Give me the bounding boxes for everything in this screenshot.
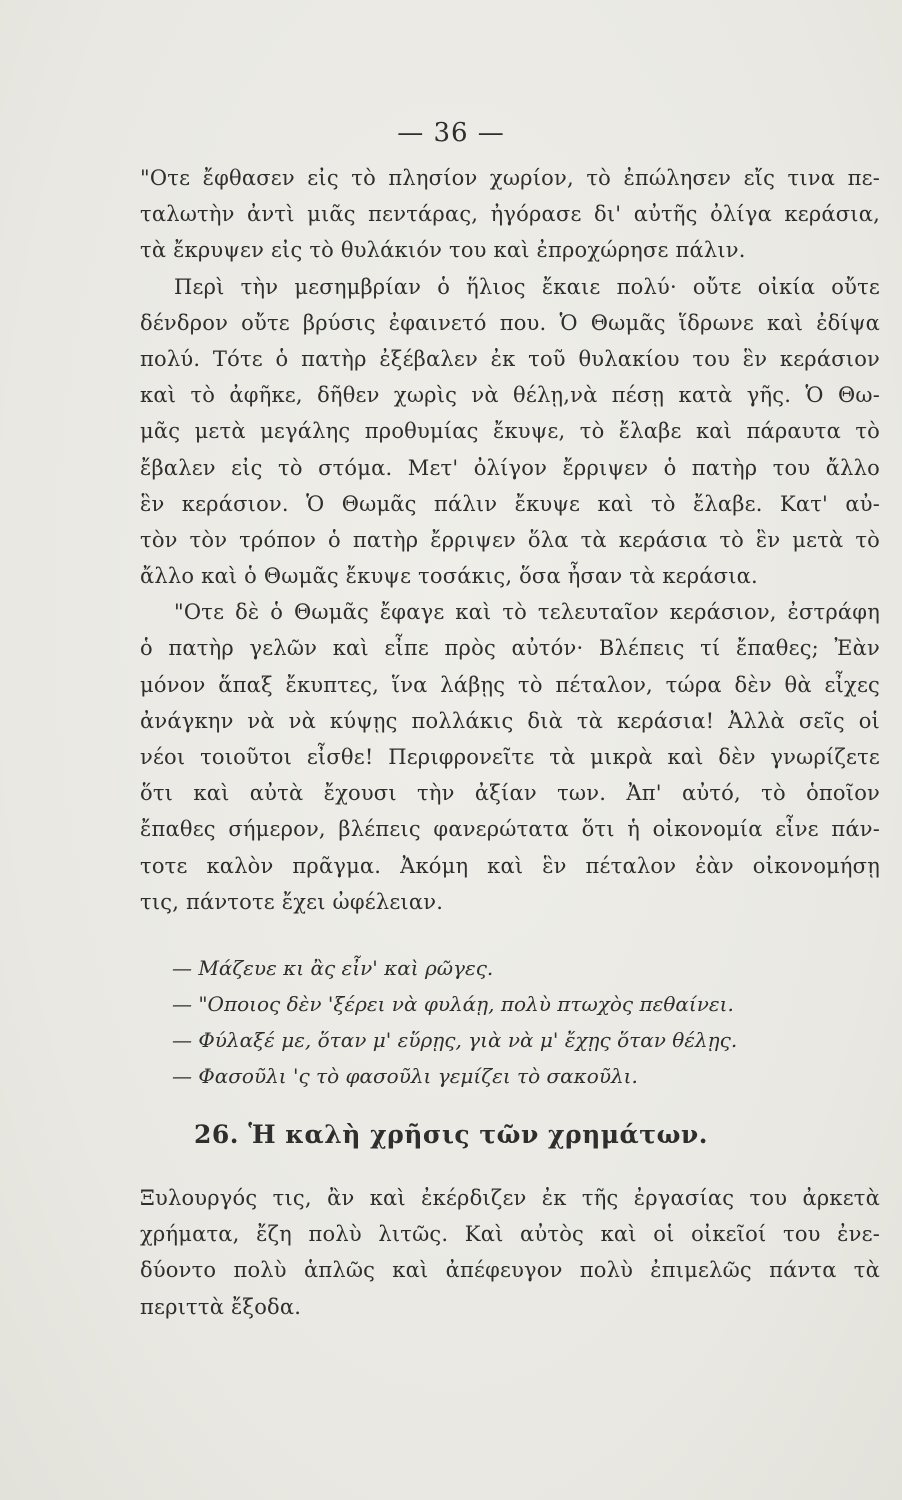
text-line: ἀνάγκην νὰ νὰ κύψῃς πολλάκις διὰ τὰ κεράσια! Ἀλλὰ σεῖς οἱ [140,708,880,733]
text-line: πολύ. Τότε ὁ πατὴρ ἐξέβαλεν ἐκ τοῦ θυλακίου του ἓν κεράσιον [140,346,880,371]
text-line: Περὶ τὴν μεσημβρίαν ὁ ἥλιος ἔκαιε πολύ· οὔτε οἰκία οὔτε [174,274,880,299]
proverb: — Μάζευε κι ἂς εἶν' καὶ ρῶγες. [172,956,494,980]
proverb: — "Οποιος δὲν 'ξέρει νὰ φυλάῃ, πολὺ πτωχὸς πεθαίνει. [172,992,734,1016]
text-line: ὁ πατὴρ γελῶν καὶ εἶπε πρὸς αὐτόν· Βλέπεις τί ἔπαθες; Ἐὰν [140,636,880,661]
text-line: ταλωτὴν ἀντὶ μιᾶς πεντάρας, ἠγόρασε δι' αὐτῆς ὀλίγα κεράσια, [140,202,880,227]
text-line: Ξυλουργός τις, ἂν καὶ ἐκέρδιζεν ἐκ τῆς ἐργασίας του ἀρκετὰ [140,1186,880,1210]
text-line: τοτε καλὸν πρᾶγμα. Ἀκόμη καὶ ἓν πέταλον ἐὰν οἰκονομήσῃ [140,853,880,878]
text-line: δύοντο πολὺ ἁπλῶς καὶ ἀπέφευγον πολὺ ἐπιμελῶς πάντα τὰ [140,1258,880,1283]
text-line: καὶ τὸ ἀφῆκε, δῆθεν χωρὶς νὰ θέλῃ,νὰ πέσῃ κατὰ γῆς. Ὁ Θω- [140,383,880,408]
text-line: ἔβαλεν εἰς τὸ στόμα. Μετ' ὀλίγον ἔρριψεν ὁ πατὴρ του ἄλλο [140,455,880,480]
text-line: νέοι τοιοῦτοι εἶσθε! Περιφρονεῖτε τὰ μικρὰ καὶ δὲν γνωρίζετε [140,745,880,769]
text-line: δένδρον οὔτε βρύσις ἐφαινετό που. Ὁ Θωμᾶς ἵδρωνε καὶ ἐδίψα [140,310,880,335]
proverb: — Φασοῦλι 'ς τὸ φασοῦλι γεμίζει τὸ σακοῦλι. [172,1064,638,1088]
text-line: ἓν κεράσιον. Ὁ Θωμᾶς πάλιν ἔκυψε καὶ τὸ ἔλαβε. Κατ' αὐ- [140,491,880,516]
text-line: ὅτι καὶ αὐτὰ ἔχουσι τὴν ἀξίαν των. Ἀπ' αὐτό, τὸ ὁποῖον [140,781,880,806]
text-line: τὰ ἔκρυψεν εἰς τὸ θυλάκιόν του καὶ ἐπροχώρησε πάλιν. [140,238,746,263]
page-number: — 36 — [397,118,505,148]
text-line: χρήματα, ἔζη πολὺ λιτῶς. Καὶ αὐτὸς καὶ οἱ οἰκεῖοί του ἐνε- [140,1222,880,1247]
text-line: μᾶς μετὰ μεγάλης προθυμίας ἔκυψε, τὸ ἔλαβε καὶ πάραυτα τὸ [140,419,880,444]
text-line: τὸν τὸν τρόπον ὁ πατὴρ ἔρριψεν ὅλα τὰ κεράσια τὸ ἓν μετὰ τὸ [140,527,880,552]
text-line: "Οτε δὲ ὁ Θωμᾶς ἔφαγε καὶ τὸ τελευταῖον κεράσιον, ἐστράφη [174,600,880,625]
text-line: ἔπαθες σήμερον, βλέπεις φανερώτατα ὅτι ἡ οἰκονομία εἶνε πάν- [140,817,880,842]
text-line: ἄλλο καὶ ὁ Θωμᾶς ἔκυψε τοσάκις, ὅσα ἦσαν τὰ κεράσια. [140,564,758,589]
section-paragraph [140,1180,880,1325]
text-line: μόνον ἅπαξ ἔκυπτες, ἵνα λάβῃς τὸ πέταλον, τώρα δὲν θὰ εἶχες [140,672,880,697]
text-line: τις, πάντοτε ἔχει ὠφέλειαν. [140,889,444,914]
main-paragraphs [140,160,880,920]
proverbs-list [172,950,872,1094]
text-line: περιττὰ ἔξοδα. [140,1294,302,1319]
proverb: — Φύλαξέ με, ὅταν μ' εὕρῃς, γιὰ νὰ μ' ἔχῃς ὅταν θέλῃς. [172,1028,738,1052]
text-line: "Οτε ἔφθασεν εἰς τὸ πλησίον χωρίον, τὸ ἐπώλησεν εἴς τινα πε- [140,166,880,190]
section-heading: 26. Ἡ καλὴ χρῆσις τῶν χρημάτων. [194,1120,708,1149]
